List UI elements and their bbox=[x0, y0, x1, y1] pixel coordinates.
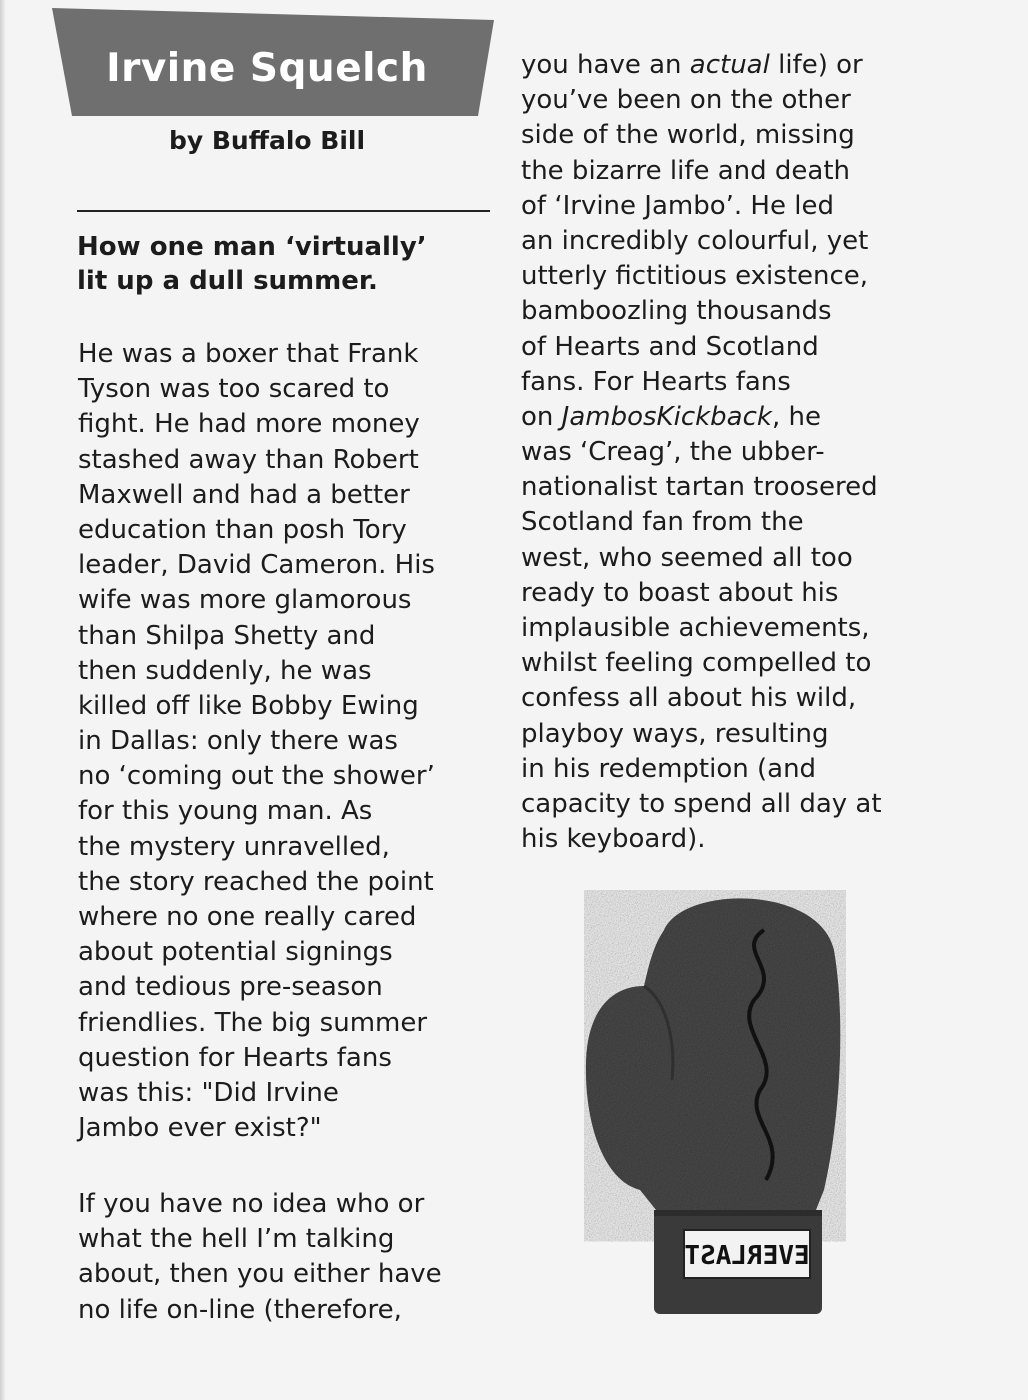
body-line: ready to boast about his bbox=[521, 577, 839, 608]
body-line: fight. He had more money bbox=[78, 409, 420, 440]
body-line: whilst feeling compelled to bbox=[521, 648, 872, 679]
body-line: He was a boxer that Frank bbox=[78, 339, 419, 369]
body-line: Maxwell and had a better bbox=[78, 479, 410, 510]
glove-label-patch bbox=[684, 1230, 810, 1278]
body-line: west, who seemed all too bbox=[521, 542, 853, 573]
article-subheading bbox=[77, 230, 497, 298]
body-line: wife was more glamorous bbox=[78, 585, 412, 616]
body-line: what the hell I’m talking bbox=[78, 1224, 395, 1255]
body-line: and tedious pre-season bbox=[78, 972, 383, 1003]
boxing-glove-photo bbox=[584, 890, 846, 1322]
body-line: implausible achievements, bbox=[521, 613, 870, 643]
italic-site-name: JambosKickback bbox=[561, 401, 772, 432]
body-line: the mystery unravelled, bbox=[78, 831, 390, 862]
title-banner bbox=[52, 8, 494, 116]
body-line: his keyboard). bbox=[521, 824, 706, 855]
body-line: Scotland fan from the bbox=[521, 507, 804, 538]
subheading-line: lit up a dull summer. bbox=[77, 266, 378, 296]
body-line: stashed away than Robert bbox=[78, 444, 419, 475]
body-line: where no one really cared bbox=[78, 902, 417, 932]
left-column-paragraph-2 bbox=[78, 1187, 442, 1328]
body-line: an incredibly colourful, yet bbox=[521, 225, 869, 256]
body-line: nationalist tartan troosered bbox=[521, 472, 878, 503]
body-line: about potential signings bbox=[78, 937, 393, 968]
body-line: was ‘Creag’, the ubber- bbox=[521, 437, 825, 468]
body-line: capacity to spend all day at bbox=[521, 788, 882, 819]
body-line: you have an actual life) or bbox=[521, 50, 863, 80]
right-lines-b bbox=[521, 435, 882, 857]
body-line: education than posh Tory bbox=[78, 514, 407, 545]
right-column-paragraph bbox=[521, 48, 882, 857]
glove-label-text: EVERLAST bbox=[684, 1241, 810, 1271]
body-line: playboy ways, resulting bbox=[521, 718, 829, 749]
divider-rule bbox=[77, 210, 490, 212]
body-line: leader, David Cameron. His bbox=[78, 550, 435, 581]
body-line: side of the world, missing bbox=[521, 120, 855, 151]
subheading-line: How one man ‘virtually’ bbox=[77, 232, 427, 262]
body-line: you’ve been on the other bbox=[521, 85, 851, 116]
body-line: in Dallas: only there was bbox=[78, 726, 398, 757]
body-line: than Shilpa Shetty and bbox=[78, 620, 376, 651]
body-line: If you have no idea who or bbox=[78, 1189, 425, 1219]
article-title: Irvine Squelch bbox=[106, 46, 428, 91]
body-line: for this young man. As bbox=[78, 796, 373, 827]
article-byline: by Buffalo Bill bbox=[168, 126, 366, 155]
body-line: question for Hearts fans bbox=[78, 1042, 392, 1073]
body-line: of Hearts and Scotland bbox=[521, 331, 819, 362]
body-line: about, then you either have bbox=[78, 1259, 442, 1290]
body-line: utterly fictitious existence, bbox=[521, 261, 869, 292]
body-line: of ‘Irvine Jambo’. He led bbox=[521, 190, 834, 221]
body-line: Jambo ever exist?" bbox=[78, 1113, 322, 1144]
body-line: on JambosKickback, he bbox=[521, 401, 821, 432]
body-line: then suddenly, he was bbox=[78, 655, 372, 686]
body-line: the story reached the point bbox=[78, 866, 434, 897]
body-line: no life on-line (therefore, bbox=[78, 1294, 402, 1325]
body-line: in his redemption (and bbox=[521, 753, 817, 784]
body-line: the bizarre life and death bbox=[521, 155, 850, 186]
body-line: friendlies. The big summer bbox=[78, 1007, 428, 1038]
body-line: fans. For Hearts fans bbox=[521, 366, 791, 397]
body-line: confess all about his wild, bbox=[521, 683, 857, 714]
page-binding-edge bbox=[0, 0, 6, 1400]
body-line: no ‘coming out the shower’ bbox=[78, 761, 435, 792]
body-line: killed off like Bobby Ewing bbox=[78, 690, 419, 721]
body-line: was this: "Did Irvine bbox=[78, 1077, 339, 1108]
body-line: bamboozling thousands bbox=[521, 296, 832, 327]
italic-emphasis: actual bbox=[689, 50, 770, 80]
body-line: Tyson was too scared to bbox=[78, 374, 390, 405]
right-lines-a bbox=[521, 83, 882, 400]
left-column-paragraph-1 bbox=[78, 337, 435, 1146]
